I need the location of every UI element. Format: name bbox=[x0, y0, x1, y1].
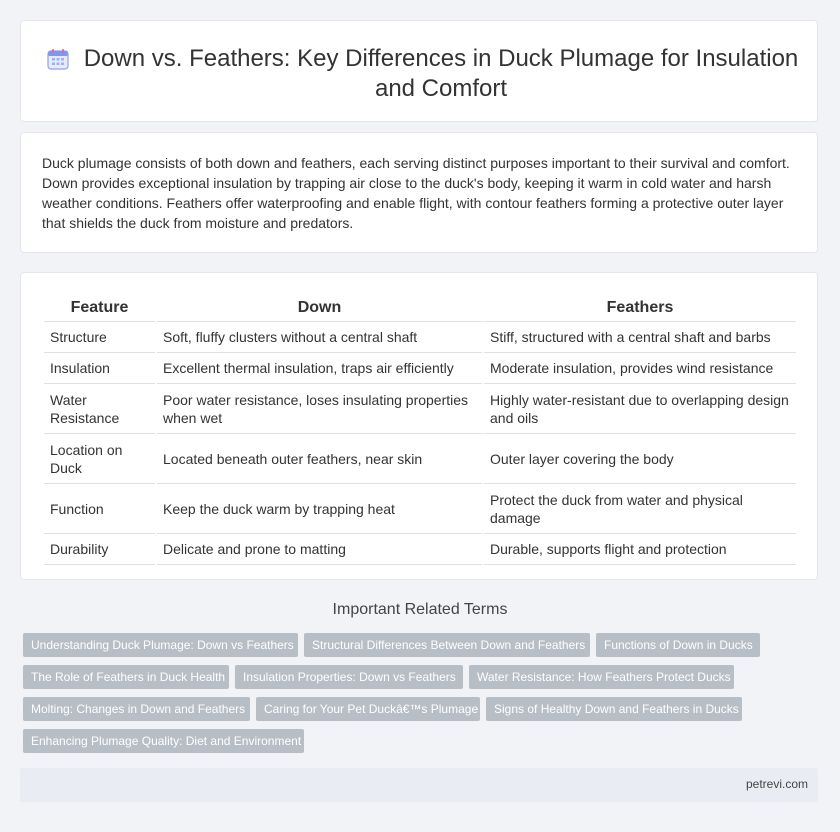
cell-down: Poor water resistance, loses insulating properties when wet bbox=[157, 384, 482, 434]
header-down: Down bbox=[157, 295, 482, 322]
cell-down: Delicate and prone to matting bbox=[157, 534, 482, 565]
tag-understanding-duck-plumage[interactable]: Understanding Duck Plumage: Down vs Feathers bbox=[23, 633, 298, 657]
cell-feature: Durability bbox=[44, 534, 155, 565]
comparison-table bbox=[42, 295, 798, 565]
related-terms-title: Important Related Terms bbox=[332, 601, 508, 618]
table-row bbox=[44, 353, 796, 384]
table-row bbox=[44, 434, 796, 484]
header-feathers: Feathers bbox=[484, 295, 796, 322]
cell-down: Keep the duck warm by trapping heat bbox=[157, 484, 482, 534]
cell-feathers: Durable, supports flight and protection bbox=[484, 534, 796, 565]
tag-water-resistance[interactable]: Water Resistance: How Feathers Protect Ducks bbox=[469, 665, 734, 689]
page-title: Down vs. Feathers: Key Differences in Duck Plumage for Insulation and Comfort bbox=[83, 45, 799, 102]
table-row bbox=[44, 384, 796, 434]
intro-card bbox=[20, 132, 818, 253]
header-card bbox=[20, 20, 818, 122]
cell-feathers: Protect the duck from water and physical damage bbox=[484, 484, 796, 534]
tag-role-of-feathers[interactable]: The Role of Feathers in Duck Health bbox=[23, 665, 229, 689]
tag-caring-for-pet-duck[interactable]: Caring for Your Pet Duckâ€™s Plumage bbox=[256, 697, 480, 721]
cell-feature: Water Resistance bbox=[44, 384, 155, 434]
intro-paragraph: Duck plumage consists of both down and feathers, each serving distinct purposes important to their survival and comfort. Down provides exceptional insulation by trapping air close to the duck's body, keeping it warm in cold water and harsh weather conditions. Feathers offer waterproofing and enable flight, with contour feathers forming a protective outer layer that shields the duck from moisture and predators. bbox=[42, 155, 790, 231]
footer-site-link[interactable]: petrevi.com bbox=[745, 777, 808, 791]
cell-feature: Structure bbox=[44, 322, 155, 353]
cell-feature: Insulation bbox=[44, 353, 155, 384]
tag-structural-differences[interactable]: Structural Differences Between Down and Feathers bbox=[304, 633, 590, 657]
cell-down: Soft, fluffy clusters without a central shaft bbox=[157, 322, 482, 353]
header-feature: Feature bbox=[44, 295, 155, 322]
tag-enhancing-plumage-quality[interactable]: Enhancing Plumage Quality: Diet and Environment bbox=[23, 729, 304, 753]
cell-feature: Location on Duck bbox=[44, 434, 155, 484]
cell-feathers: Highly water-resistant due to overlapping design and oils bbox=[484, 384, 796, 434]
calendar-icon bbox=[47, 48, 69, 70]
cell-feathers: Outer layer covering the body bbox=[484, 434, 796, 484]
tag-molting[interactable]: Molting: Changes in Down and Feathers bbox=[23, 697, 250, 721]
tag-insulation-properties[interactable]: Insulation Properties: Down vs Feathers bbox=[235, 665, 463, 689]
cell-feathers: Moderate insulation, provides wind resistance bbox=[484, 353, 796, 384]
table-row bbox=[44, 484, 796, 534]
comparison-card bbox=[20, 272, 818, 580]
table-row bbox=[44, 534, 796, 565]
tag-signs-of-healthy-plumage[interactable]: Signs of Healthy Down and Feathers in Ducks bbox=[486, 697, 742, 721]
cell-feathers: Stiff, structured with a central shaft and barbs bbox=[484, 322, 796, 353]
cell-down: Located beneath outer feathers, near skin bbox=[157, 434, 482, 484]
tag-functions-of-down[interactable]: Functions of Down in Ducks bbox=[596, 633, 760, 657]
cell-feature: Function bbox=[44, 484, 155, 534]
footer bbox=[20, 768, 818, 802]
cell-down: Excellent thermal insulation, traps air efficiently bbox=[157, 353, 482, 384]
table-header-row bbox=[44, 295, 796, 322]
table-row bbox=[44, 322, 796, 353]
